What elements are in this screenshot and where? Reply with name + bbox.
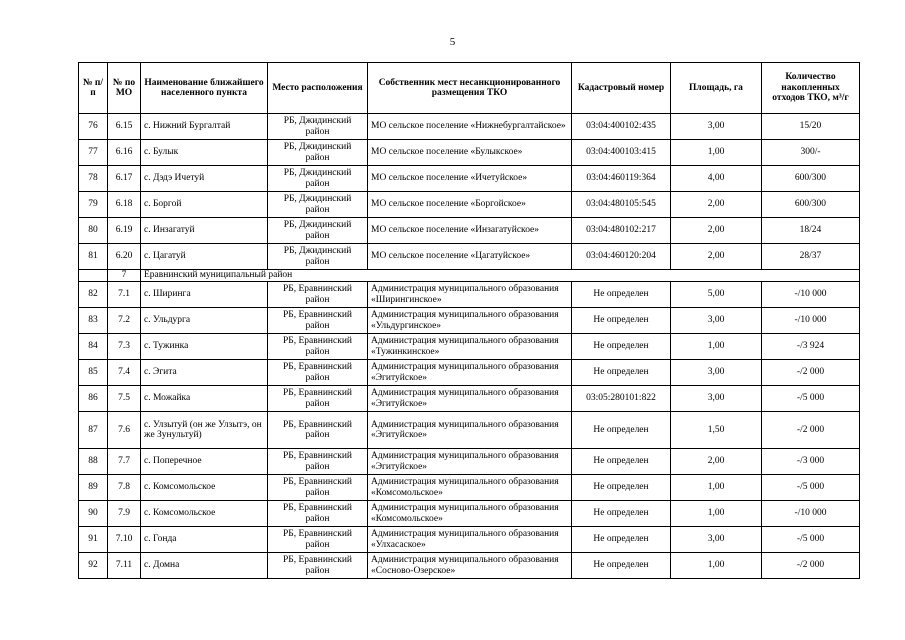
mo-number-cell: 7.11 xyxy=(108,553,141,579)
table-row xyxy=(79,553,860,579)
area-cell: 3,00 xyxy=(671,386,762,412)
row-number-cell: 92 xyxy=(79,553,108,579)
owner-cell: Администрация муниципального образования «Эгитуйское» xyxy=(368,386,572,412)
cadastral-number-cell: 03:05:280101:822 xyxy=(572,386,671,412)
cadastral-number-cell: Не определен xyxy=(572,334,671,360)
mo-number-cell: 7.2 xyxy=(108,308,141,334)
owner-cell: Администрация муниципального образования «Сосново-Озерское» xyxy=(368,553,572,579)
location-cell: РБ, Джидинский район xyxy=(268,166,368,192)
waste-amount-cell: 600/300 xyxy=(762,166,860,192)
waste-amount-cell: 18/24 xyxy=(762,218,860,244)
settlement-cell: с. Инзагатуй xyxy=(141,218,268,244)
header-cell-number: № п/п xyxy=(79,63,108,114)
cadastral-number-cell: 03:04:460120:204 xyxy=(572,244,671,270)
cadastral-number-cell: 03:04:460119:364 xyxy=(572,166,671,192)
mo-number-cell: 7.8 xyxy=(108,475,141,501)
settlement-cell: с. Булык xyxy=(141,140,268,166)
area-cell: 3,00 xyxy=(671,360,762,386)
owner-cell: Администрация муниципального образования «Ширингинское» xyxy=(368,282,572,308)
cadastral-number-cell: Не определен xyxy=(572,360,671,386)
area-cell: 4,00 xyxy=(671,166,762,192)
area-cell: 1,00 xyxy=(671,475,762,501)
owner-cell: Администрация муниципального образования «Ульдургинское» xyxy=(368,308,572,334)
settlement-cell: с. Улзытуй (он же Улзытэ, он же Зунультуй) xyxy=(141,412,268,449)
area-cell: 1,00 xyxy=(671,140,762,166)
table-row xyxy=(79,360,860,386)
table-row xyxy=(79,192,860,218)
waste-amount-cell: -/10 000 xyxy=(762,501,860,527)
mo-number-cell: 6.15 xyxy=(108,114,141,140)
waste-amount-cell: -/10 000 xyxy=(762,282,860,308)
row-number-cell: 78 xyxy=(79,166,108,192)
area-cell: 2,00 xyxy=(671,192,762,218)
settlement-cell: с. Боргой xyxy=(141,192,268,218)
row-number-cell: 83 xyxy=(79,308,108,334)
owner-cell: Администрация муниципального образования «Улхасаское» xyxy=(368,527,572,553)
cadastral-number-cell: Не определен xyxy=(572,475,671,501)
cadastral-number-cell: 03:04:480105:545 xyxy=(572,192,671,218)
row-number-cell: 90 xyxy=(79,501,108,527)
section-mo-number: 7 xyxy=(108,270,141,282)
location-cell: РБ, Еравнинский район xyxy=(268,553,368,579)
mo-number-cell: 6.19 xyxy=(108,218,141,244)
waste-amount-cell: 300/- xyxy=(762,140,860,166)
settlement-cell: с. Домна xyxy=(141,553,268,579)
location-cell: РБ, Еравнинский район xyxy=(268,386,368,412)
owner-cell: Администрация муниципального образования «Эгитуйское» xyxy=(368,412,572,449)
waste-amount-cell: -/2 000 xyxy=(762,360,860,386)
table-row xyxy=(79,166,860,192)
owner-cell: Администрация муниципального образования «Эгитуйское» xyxy=(368,449,572,475)
mo-number-cell: 6.20 xyxy=(108,244,141,270)
location-cell: РБ, Еравнинский район xyxy=(268,527,368,553)
mo-number-cell: 7.1 xyxy=(108,282,141,308)
location-cell: РБ, Еравнинский район xyxy=(268,412,368,449)
area-cell: 1,50 xyxy=(671,412,762,449)
waste-amount-cell: -/5 000 xyxy=(762,527,860,553)
settlement-cell: с. Нижний Бургалтай xyxy=(141,114,268,140)
row-number-cell: 91 xyxy=(79,527,108,553)
settlement-cell: с. Поперечное xyxy=(141,449,268,475)
header-cell-waste-amount: Количество накопленных отходов ТКО, м³/г xyxy=(762,63,860,114)
settlement-cell: с. Эгита xyxy=(141,360,268,386)
mo-number-cell: 7.7 xyxy=(108,449,141,475)
table-row xyxy=(79,218,860,244)
row-number-cell: 88 xyxy=(79,449,108,475)
row-number-cell: 79 xyxy=(79,192,108,218)
cadastral-number-cell: 03:04:480102:217 xyxy=(572,218,671,244)
owner-cell: МО сельское поселение «Булыкское» xyxy=(368,140,572,166)
row-number-cell: 76 xyxy=(79,114,108,140)
location-cell: РБ, Еравнинский район xyxy=(268,334,368,360)
cadastral-number-cell: Не определен xyxy=(572,449,671,475)
location-cell: РБ, Джидинский район xyxy=(268,114,368,140)
waste-amount-cell: 15/20 xyxy=(762,114,860,140)
area-cell: 1,00 xyxy=(671,553,762,579)
header-cell-location: Место расположения xyxy=(268,63,368,114)
area-cell: 2,00 xyxy=(671,218,762,244)
waste-amount-cell: -/3 924 xyxy=(762,334,860,360)
area-cell: 2,00 xyxy=(671,449,762,475)
section-number-cell xyxy=(79,270,108,282)
cadastral-number-cell: Не определен xyxy=(572,527,671,553)
header-row xyxy=(79,63,860,114)
cadastral-number-cell: Не определен xyxy=(572,412,671,449)
settlement-cell: с. Гонда xyxy=(141,527,268,553)
owner-cell: Администрация муниципального образования «Комсомольское» xyxy=(368,501,572,527)
mo-number-cell: 7.10 xyxy=(108,527,141,553)
location-cell: РБ, Еравнинский район xyxy=(268,282,368,308)
waste-amount-cell: -/2 000 xyxy=(762,412,860,449)
area-cell: 3,00 xyxy=(671,308,762,334)
row-number-cell: 86 xyxy=(79,386,108,412)
location-cell: РБ, Еравнинский район xyxy=(268,501,368,527)
settlement-cell: с. Ульдурга xyxy=(141,308,268,334)
location-cell: РБ, Джидинский район xyxy=(268,140,368,166)
cadastral-number-cell: Не определен xyxy=(572,553,671,579)
header-cell-cadastral: Кадастровый номер xyxy=(572,63,671,114)
location-cell: РБ, Еравнинский район xyxy=(268,475,368,501)
area-cell: 3,00 xyxy=(671,114,762,140)
waste-amount-cell: -/10 000 xyxy=(762,308,860,334)
table-row xyxy=(79,114,860,140)
settlement-cell: с. Дэдэ Ичетуй xyxy=(141,166,268,192)
settlement-cell: с. Цагатуй xyxy=(141,244,268,270)
waste-amount-cell: -/2 000 xyxy=(762,553,860,579)
mo-number-cell: 7.9 xyxy=(108,501,141,527)
mo-number-cell: 6.18 xyxy=(108,192,141,218)
page-number: 5 xyxy=(449,36,456,48)
settlement-cell: с. Комсомольское xyxy=(141,501,268,527)
mo-number-cell: 6.17 xyxy=(108,166,141,192)
table-row xyxy=(79,140,860,166)
owner-cell: МО сельское поселение «Боргойское» xyxy=(368,192,572,218)
header-cell-mo-number: № по МО xyxy=(108,63,141,114)
waste-amount-cell: -/5 000 xyxy=(762,386,860,412)
cadastral-number-cell: Не определен xyxy=(572,282,671,308)
row-number-cell: 89 xyxy=(79,475,108,501)
waste-sites-table xyxy=(78,62,860,579)
owner-cell: МО сельское поселение «Нижнебургалтайское» xyxy=(368,114,572,140)
table-row xyxy=(79,334,860,360)
table-row xyxy=(79,244,860,270)
waste-amount-cell: 600/300 xyxy=(762,192,860,218)
row-number-cell: 85 xyxy=(79,360,108,386)
owner-cell: Администрация муниципального образования «Комсомольское» xyxy=(368,475,572,501)
owner-cell: МО сельское поселение «Инзагатуйское» xyxy=(368,218,572,244)
owner-cell: МО сельское поселение «Цагатуйское» xyxy=(368,244,572,270)
row-number-cell: 81 xyxy=(79,244,108,270)
mo-number-cell: 7.5 xyxy=(108,386,141,412)
mo-number-cell: 7.4 xyxy=(108,360,141,386)
waste-amount-cell: 28/37 xyxy=(762,244,860,270)
section-title: Еравнинский муниципальный район xyxy=(141,270,860,282)
owner-cell: Администрация муниципального образования «Эгитуйское» xyxy=(368,360,572,386)
header-cell-area: Площадь, га xyxy=(671,63,762,114)
table-row xyxy=(79,449,860,475)
owner-cell: МО сельское поселение «Ичетуйское» xyxy=(368,166,572,192)
settlement-cell: с. Ширинга xyxy=(141,282,268,308)
table-row xyxy=(79,282,860,308)
row-number-cell: 77 xyxy=(79,140,108,166)
mo-number-cell: 7.6 xyxy=(108,412,141,449)
area-cell: 5,00 xyxy=(671,282,762,308)
area-cell: 3,00 xyxy=(671,527,762,553)
cadastral-number-cell: 03:04:400103:415 xyxy=(572,140,671,166)
owner-cell: Администрация муниципального образования «Тужинкинское» xyxy=(368,334,572,360)
waste-amount-cell: -/3 000 xyxy=(762,449,860,475)
table-row xyxy=(79,412,860,449)
location-cell: РБ, Джидинский район xyxy=(268,192,368,218)
location-cell: РБ, Еравнинский район xyxy=(268,360,368,386)
table-row xyxy=(79,527,860,553)
table-row xyxy=(79,501,860,527)
table-row xyxy=(79,386,860,412)
cadastral-number-cell: Не определен xyxy=(572,501,671,527)
header-cell-owner: Собственник мест несанкционированного размещения ТКО xyxy=(368,63,572,114)
table-row xyxy=(79,475,860,501)
waste-amount-cell: -/5 000 xyxy=(762,475,860,501)
row-number-cell: 87 xyxy=(79,412,108,449)
location-cell: РБ, Джидинский район xyxy=(268,218,368,244)
row-number-cell: 80 xyxy=(79,218,108,244)
mo-number-cell: 7.3 xyxy=(108,334,141,360)
area-cell: 1,00 xyxy=(671,334,762,360)
location-cell: РБ, Джидинский район xyxy=(268,244,368,270)
cadastral-number-cell: 03:04:400102:435 xyxy=(572,114,671,140)
location-cell: РБ, Еравнинский район xyxy=(268,308,368,334)
settlement-cell: с. Комсомольское xyxy=(141,475,268,501)
row-number-cell: 82 xyxy=(79,282,108,308)
settlement-cell: с. Тужинка xyxy=(141,334,268,360)
table-row xyxy=(79,308,860,334)
settlement-cell: с. Можайка xyxy=(141,386,268,412)
header-cell-settlement: Наименование ближайшего населенного пункта xyxy=(141,63,268,114)
area-cell: 2,00 xyxy=(671,244,762,270)
row-number-cell: 84 xyxy=(79,334,108,360)
cadastral-number-cell: Не определен xyxy=(572,308,671,334)
section-row xyxy=(79,270,860,282)
area-cell: 1,00 xyxy=(671,501,762,527)
location-cell: РБ, Еравнинский район xyxy=(268,449,368,475)
mo-number-cell: 6.16 xyxy=(108,140,141,166)
